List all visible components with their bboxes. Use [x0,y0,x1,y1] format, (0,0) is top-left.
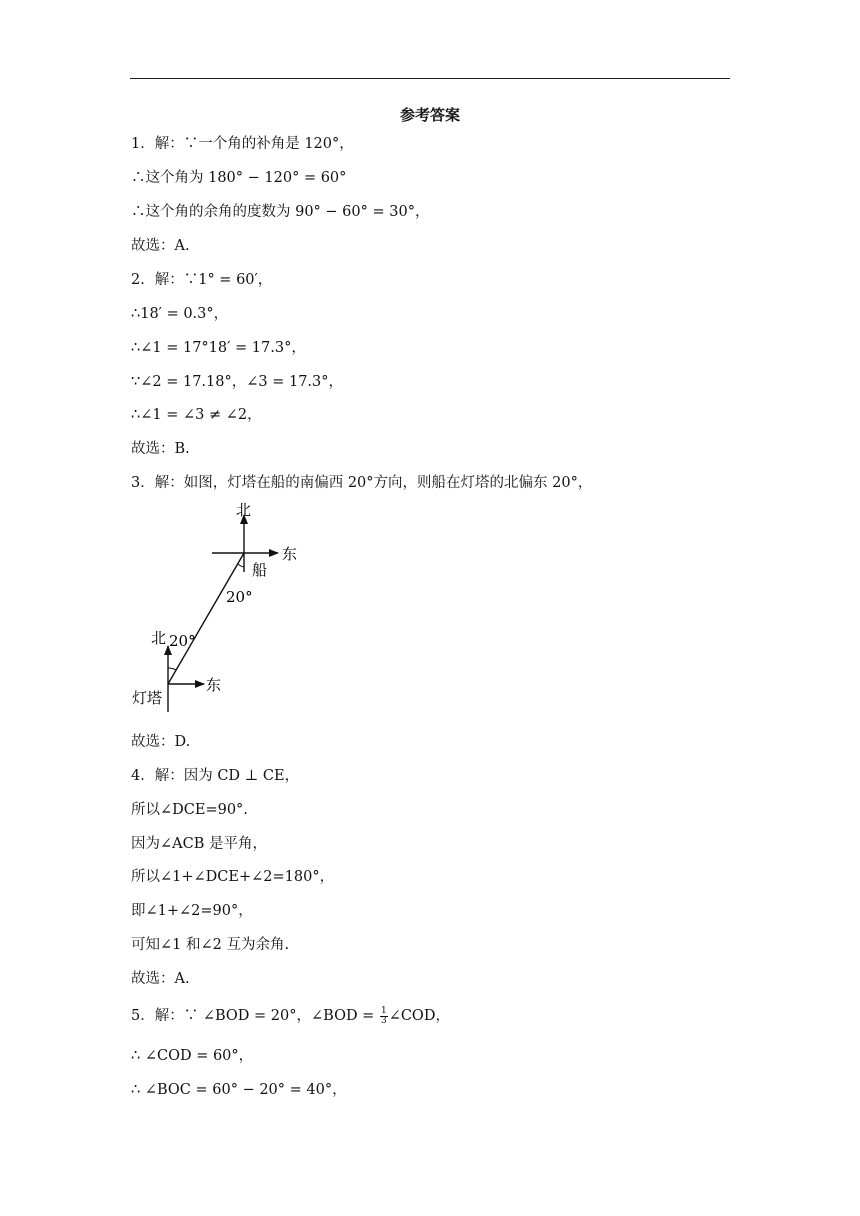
fraction-numerator: 1 [380,1005,387,1016]
text-line: 即∠1+∠2=90°， [131,903,253,919]
text-line: ∴这个角为 180° − 120° = 60° [131,170,347,186]
ship-angle-label: 20° [226,588,253,606]
text-line: 1．解：∵一个角的补角是 120°， [131,136,354,152]
lighthouse-angle-label: 20° [169,632,196,650]
ship-east-label: 东 [282,545,298,563]
lighthouse-east-label: 东 [206,676,222,694]
text-line: 可知∠1 和∠2 互为余角. [131,937,290,953]
text-line: ∴ ∠COD = 60°， [131,1048,254,1064]
ship-angle-arc [238,564,244,567]
fraction-denominator: 3 [380,1015,387,1026]
text-line: ∴这个角的余角的度数为 90° − 60° = 30°， [131,204,430,220]
fraction [380,1007,388,1026]
text-line: ∴18′ = 0.3°， [131,306,229,322]
line5-pre: 5．解：∵ ∠BOD = 20°，∠BOD = [131,1008,379,1024]
text-line: 故选：A. [131,238,190,254]
text-line: ∵∠2 = 17.18°，∠3 = 17.3°， [131,374,344,390]
lighthouse-angle-arc [168,668,176,670]
text-line: 故选：A. [131,971,190,987]
lighthouse-north-label: 北 [151,629,167,647]
line5-post: ∠COD， [388,1008,450,1024]
text-line: ∴∠1 = ∠3 ≠ ∠2， [131,407,262,423]
text-line: 4．解：因为 CD ⊥ CE， [131,768,300,784]
header-rule [130,78,730,79]
text-line: ∴∠1 = 17°18′ = 17.3°， [131,340,306,356]
text-line: 因为∠ACB 是平角， [131,836,267,852]
lighthouse-label: 灯塔 [132,689,163,707]
text-line: 3．解：如图，灯塔在船的南偏西 20°方向，则船在灯塔的北偏东 20°， [131,475,593,491]
text-line: ∴ ∠BOC = 60° − 20° = 40°， [131,1082,347,1098]
text-line: 故选：B. [131,441,190,457]
page-title: 参考答案 [399,106,460,124]
text-line: 2．解：∵1° = 60′， [131,272,273,288]
text-line: 所以∠1+∠DCE+∠2=180°， [131,869,335,885]
text-line-5 [131,1006,450,1026]
ship-north-label: 北 [236,501,252,519]
direction-figure [126,498,316,718]
text-line: 所以∠DCE=90°. [131,802,248,818]
bearing-line [168,553,244,684]
text-line: 故选：D. [131,734,191,750]
ship-label: 船 [252,561,268,579]
